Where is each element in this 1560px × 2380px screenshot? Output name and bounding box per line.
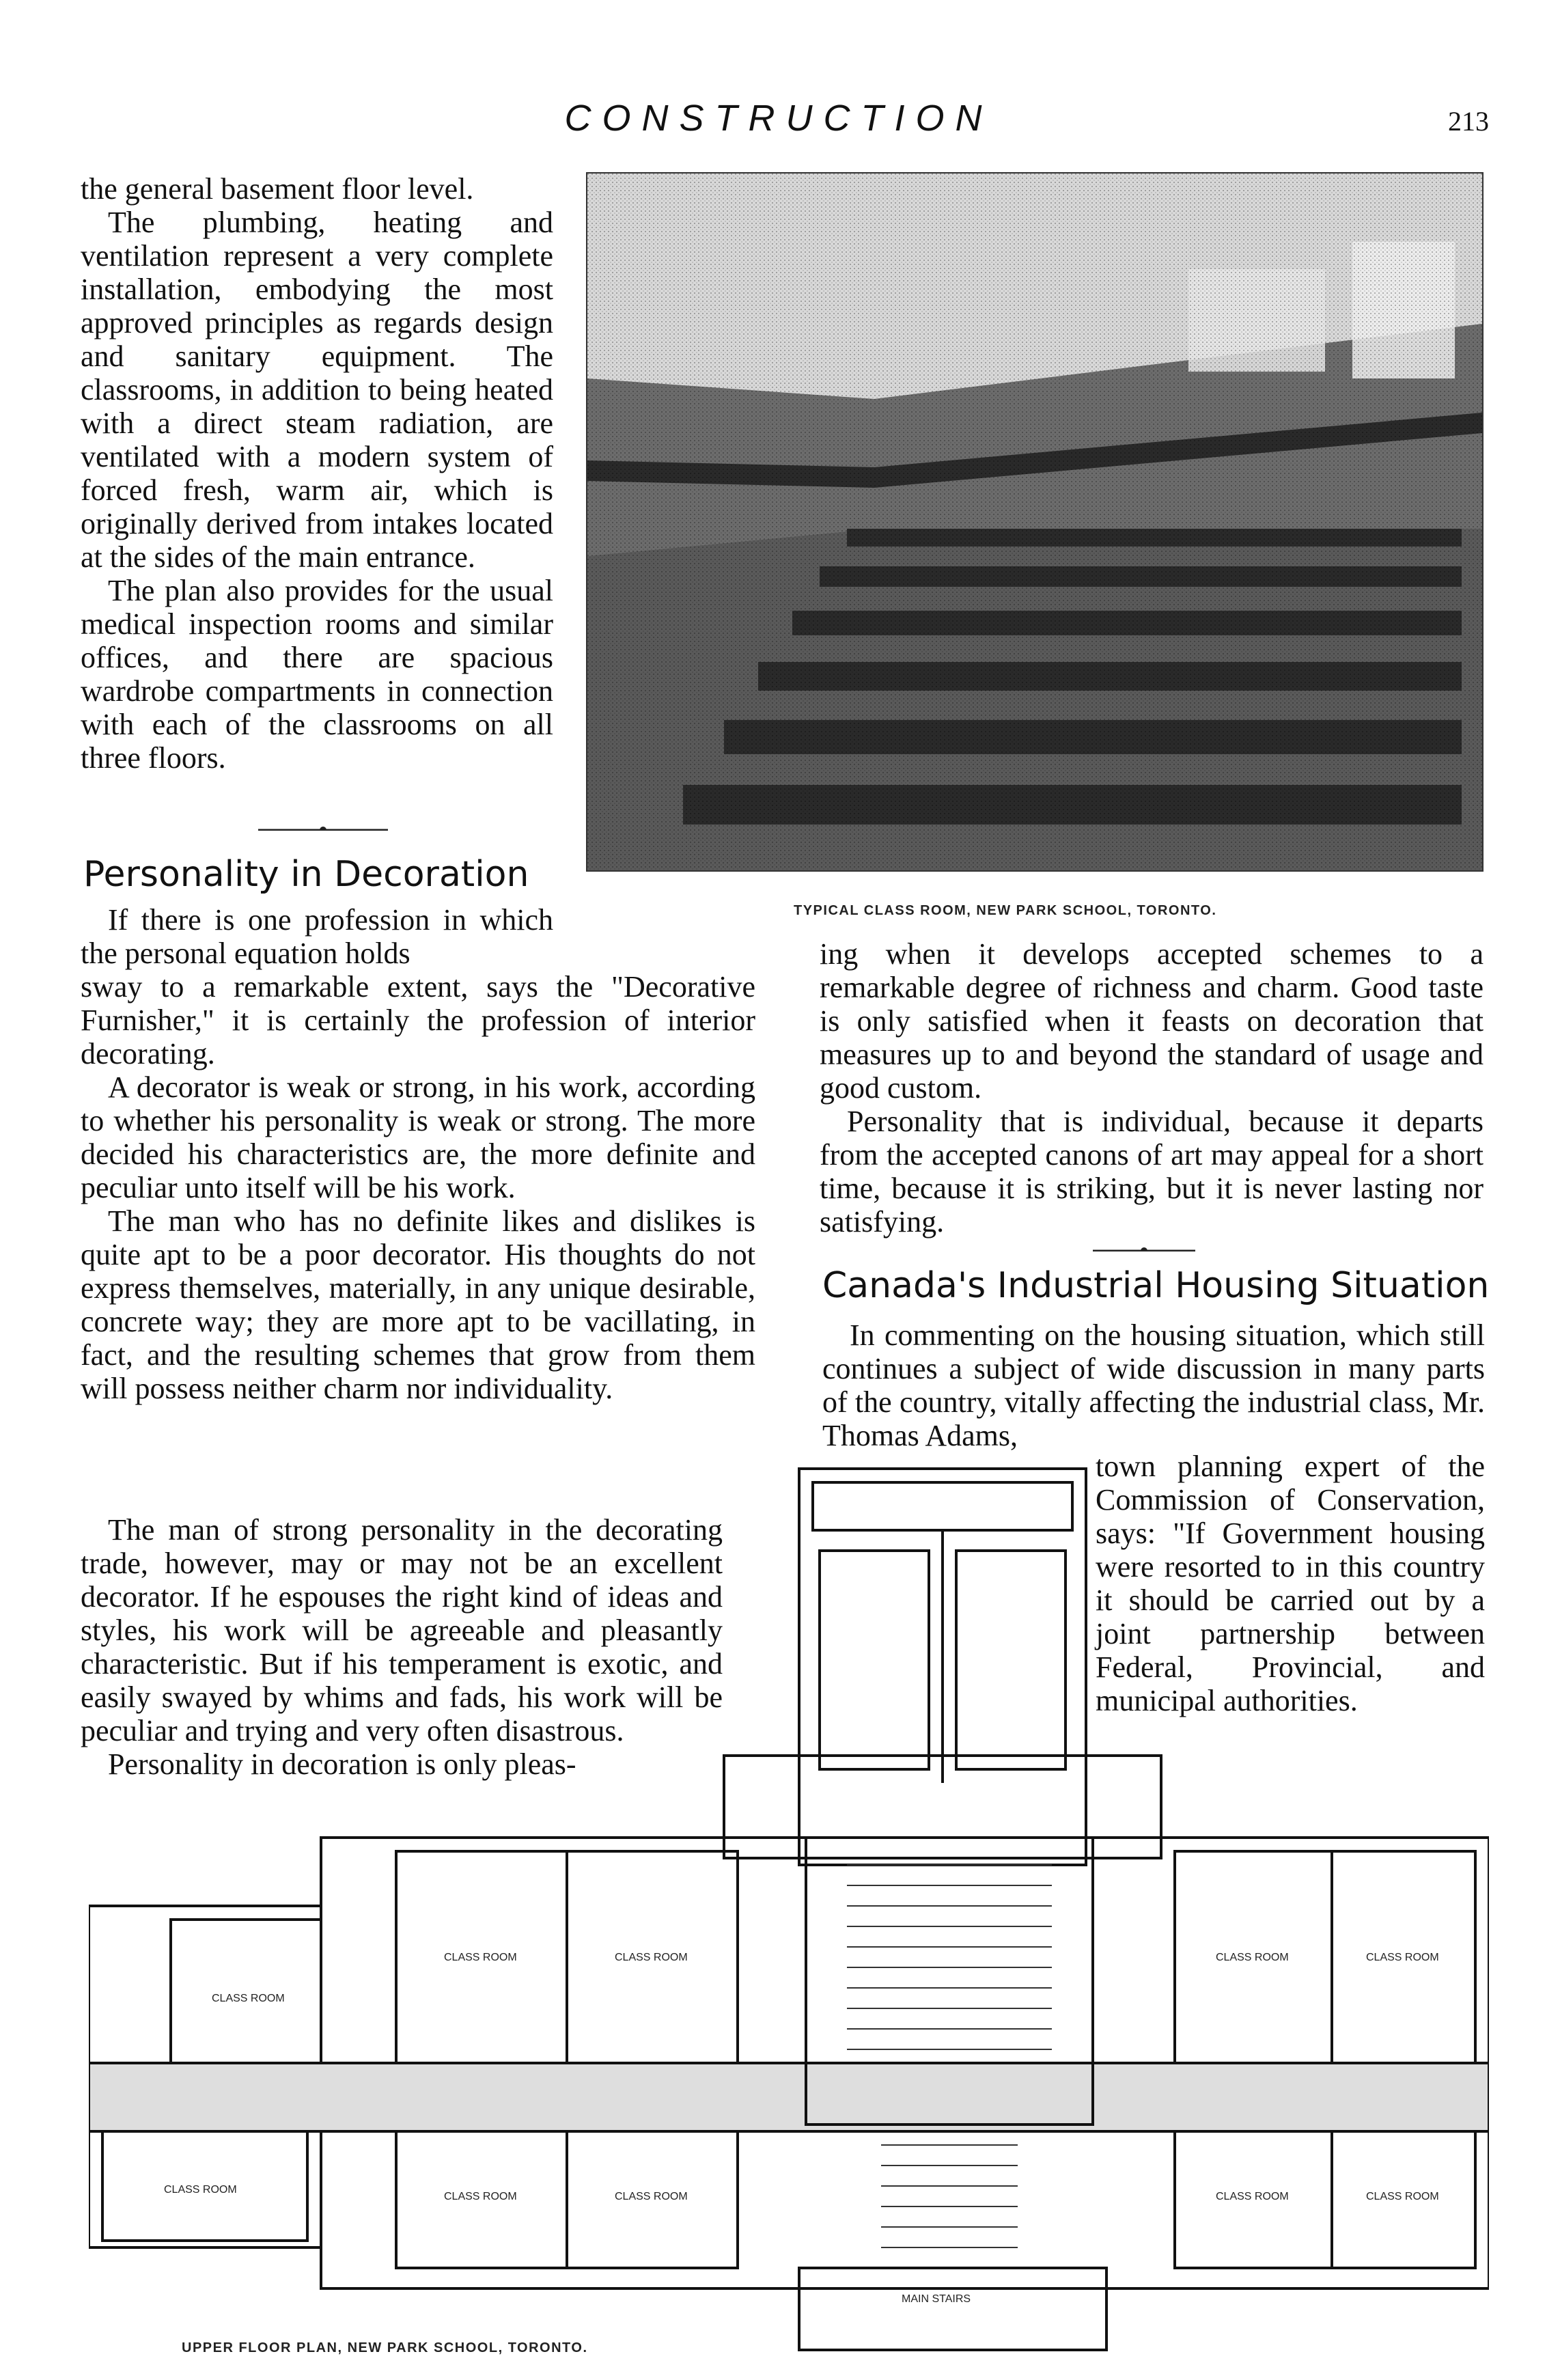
intro-paragraph-1: the general basement floor level. <box>81 172 474 206</box>
section-ornament-2 <box>1093 1247 1195 1251</box>
intro-paragraph-3: The plan also provides for the usual medical inspection rooms and similar offices, and there are spacious wardrobe compartments in connection with each of the classrooms on all three floors. <box>81 574 553 775</box>
plan-room-label: CLASS ROOM <box>1366 1952 1439 1963</box>
article2-paragraph-1b: town planning expert of the Commission of Conservation, says: "If Government housing were resorted to in this country it should be carried out by a joint partnership between Federal, Provincial, and municipal authorities. <box>1096 1450 1485 1717</box>
upper-floor-plan <box>89 1455 1489 2364</box>
article1-paragraph-5: Personality in decoration is only pleas- <box>108 1747 576 1781</box>
intro-column <box>81 172 553 775</box>
running-title: CONSTRUCTION <box>564 98 993 139</box>
article1-paragraph-1a: If there is one profession in which the personal equation holds <box>81 903 553 970</box>
article2-lead <box>822 1318 1485 1452</box>
section-ornament <box>258 827 388 831</box>
article-heading-housing: Canada's Industrial Housing Situation <box>822 1265 1490 1306</box>
article1-paragraph-7: Personality that is individual, because it departs from the accepted canons of art may appeal for a short time, because it is striking, but it is never lasting nor satisfying. <box>820 1105 1484 1239</box>
plan-room-label: CLASS ROOM <box>1216 1952 1289 1963</box>
article1-paragraph-2: A decorator is weak or strong, in his work, according to whether his personality is weak or strong. The more decided his characteristics are, the more definite and peculiar unto itself will be his work. <box>81 1070 755 1204</box>
plan-room-label: CLASS ROOM <box>615 1952 688 1963</box>
plan-room-label: CLASS ROOM <box>615 2191 688 2202</box>
plan-room-label: CLASS ROOM <box>1216 2191 1289 2202</box>
classroom-photo <box>586 172 1484 872</box>
article1-paragraph-4: The man of strong personality in the decorating trade, however, may or may not be an excellent decorator. If he espouses the right kind of ideas and styles, his work will be agreeable and pleasantly characteristic. But if his temperament is exotic, and easily swayed by whims and fads, his work will be peculiar and trying and very often disastrous. <box>81 1513 723 1747</box>
article1-paragraph-1b: sway to a remarkable extent, says the "Decorative Furnisher," it is certainly the profession of interior decorating. <box>81 970 755 1070</box>
plan-room-label: CLASS ROOM <box>444 2191 517 2202</box>
page-number: 213 <box>1448 106 1489 137</box>
article1-body <box>81 970 755 1405</box>
article-heading-personality: Personality in Decoration <box>83 854 529 895</box>
article2-paragraph-1a: In commenting on the housing situation, which still continues a subject of wide discussion in many parts of the country, vitally affecting the industrial class, Mr. Thomas Adams, <box>822 1318 1485 1452</box>
article1-paragraph-3: The man who has no definite likes and dislikes is quite apt to be a poor decorator. His thoughts do not express themselves, materially, in any unique desirable, concrete way; they are more apt to be vacillating, in fact, and the resulting schemes that grow from them will possess neither charm nor individuality. <box>81 1204 755 1405</box>
plan-corridor-label: MAIN STAIRS <box>902 2293 971 2305</box>
plan-room-label: CLASS ROOM <box>164 2184 237 2196</box>
photo-caption: TYPICAL CLASS ROOM, NEW PARK SCHOOL, TORONTO. <box>794 903 1217 918</box>
article1-continuation <box>820 937 1484 1239</box>
article1-paragraph-6: ing when it develops accepted schemes to a remarkable degree of richness and charm. Good taste is only satisfied when it feasts on decoration that measures up to and beyond the standard of usage and good custom. <box>820 937 1484 1105</box>
plan-room-label: CLASS ROOM <box>212 1993 285 2004</box>
intro-paragraph-2: The plumbing, heating and ventilation represent a very complete installation, embodying the most approved principles as regards design and sanitary equipment. The classrooms, in addition to being heated with a direct steam radiation, are ventilated with a modern system of forced fresh, warm air, which is originally derived from intakes located at the sides of the main entrance. <box>81 206 553 574</box>
plan-room-label: CLASS ROOM <box>1366 2191 1439 2202</box>
plan-room-label: CLASS ROOM <box>444 1952 517 1963</box>
article1-lead <box>81 903 553 970</box>
plan-caption: UPPER FLOOR PLAN, NEW PARK SCHOOL, TORONTO. <box>182 2340 588 2355</box>
